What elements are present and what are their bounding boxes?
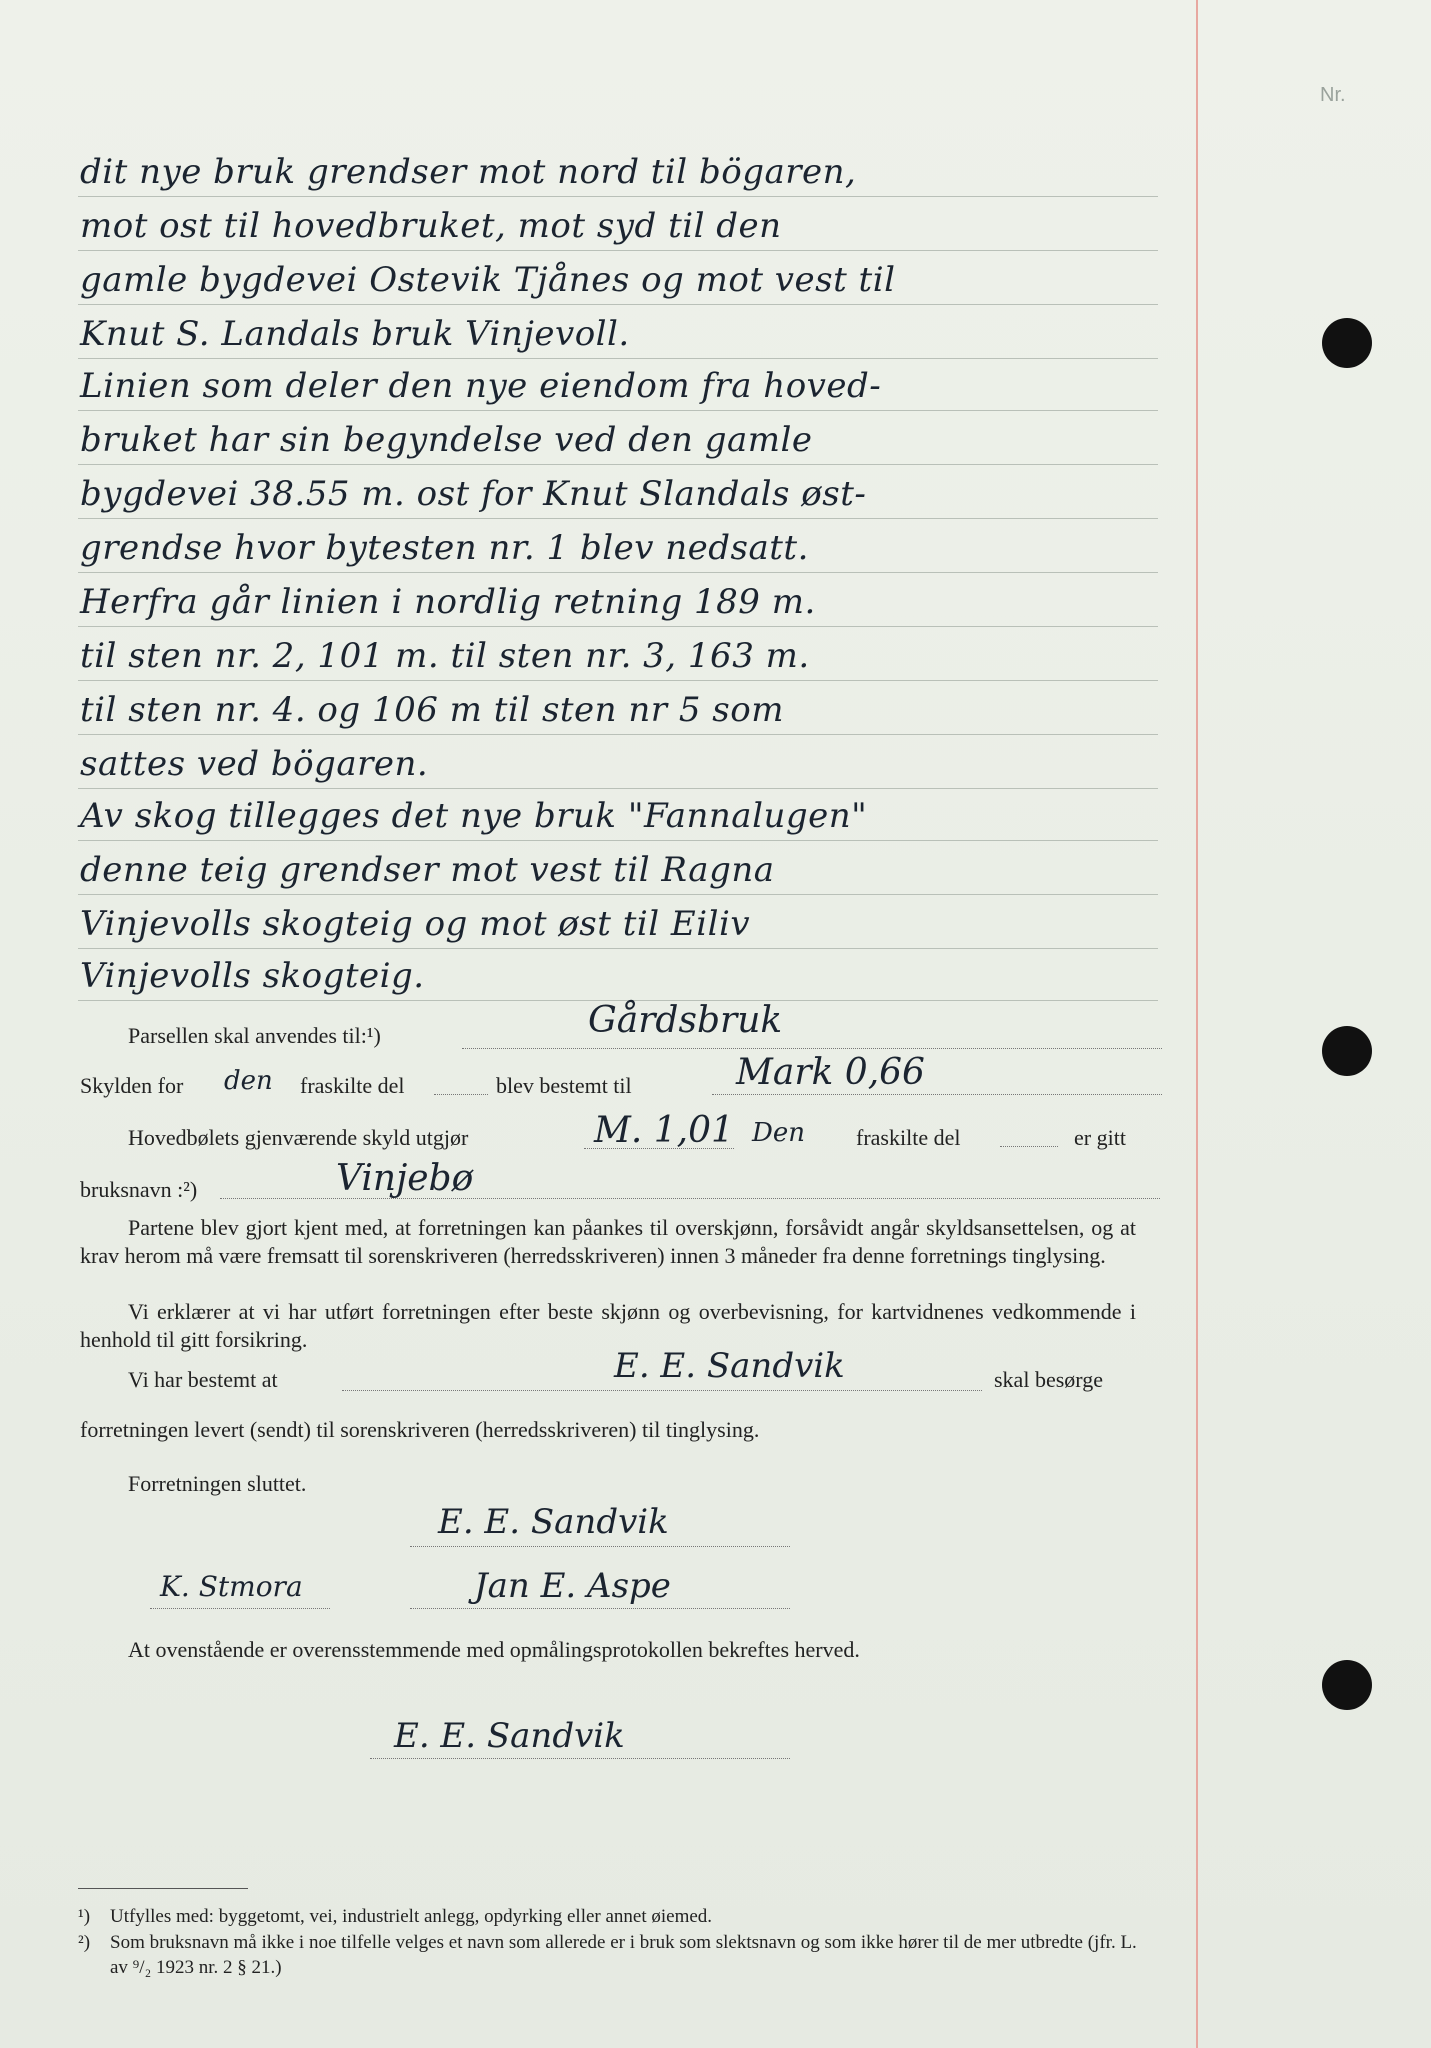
remaining-value: M. 1,01 <box>594 1110 734 1151</box>
signature-3-line <box>410 1608 790 1609</box>
handwritten-line: Av skog tillegges det nye bruk "Fannalugen" <box>80 796 868 836</box>
skyld-den: den <box>224 1066 273 1096</box>
bruksnavn-dotline <box>220 1198 1160 1199</box>
handwritten-line: til sten nr. 4. og 106 m til sten nr 5 som <box>80 690 784 730</box>
ruled-line <box>78 358 1158 359</box>
skyld-value: Mark 0,66 <box>736 1052 925 1093</box>
use-dotline <box>462 1048 1162 1049</box>
ruled-line <box>78 196 1158 197</box>
handwritten-line: grendse hvor bytesten nr. 1 blev nedsatt. <box>80 528 809 568</box>
handwritten-line: mot ost til hovedbruket, mot syd til den <box>80 206 782 246</box>
page-number-mark: Nr. <box>1320 84 1346 106</box>
ruled-line <box>78 304 1158 305</box>
ruled-line <box>78 464 1158 465</box>
ruled-line <box>78 788 1158 789</box>
handwritten-line: Herfra går linien i nordlig retning 189 m. <box>80 582 816 622</box>
declaration-paragraph <box>80 1298 1136 1354</box>
use-label: Parsellen skal anvendes til:¹) <box>128 1023 381 1048</box>
ruled-line <box>78 734 1158 735</box>
footnote-1-marker: ¹) <box>78 1906 91 1927</box>
den2: Den <box>752 1118 805 1148</box>
handwritten-line: Knut S. Landals bruk Vinjevoll. <box>80 314 630 354</box>
punch-hole-middle <box>1322 1026 1372 1076</box>
fraskilte2: fraskilte del <box>856 1125 961 1150</box>
confirm-text: At ovenstående er overensstemmende med opmålingsprotokollen bekreftes herved. <box>128 1637 860 1662</box>
er-gitt: er gitt <box>1074 1125 1126 1150</box>
handwritten-line: bruket har sin begyndelse ved den gamle <box>80 420 813 460</box>
ruled-line <box>78 250 1158 251</box>
handwritten-line: dit nye bruk grendser mot nord til bögaren, <box>80 152 857 192</box>
handwritten-line: bygdevei 38.55 m. ost for Knut Slandals øst- <box>80 474 867 514</box>
appeal-paragraph <box>80 1214 1136 1270</box>
skyld-label-a: Skylden for <box>80 1073 184 1098</box>
skyld-label-c: blev bestemt til <box>496 1073 632 1098</box>
ruled-line <box>78 518 1158 519</box>
handwritten-line: Vinjevolls skogteig. <box>80 956 425 996</box>
footnote-rule <box>78 1888 248 1889</box>
remaining-label: Hovedbølets gjenværende skyld utgjør <box>128 1125 469 1150</box>
ruled-line <box>78 680 1158 681</box>
declaration-text: Vi erklærer at vi har utført forretningen efter beste skjønn og overbevisning, for kartvidnenes vedkommende i henhold til gitt forsikring. <box>80 1299 1136 1352</box>
fraskilte2-dotline <box>1000 1146 1058 1147</box>
handwritten-line: Linien som deler den nye eiendom fra hoved- <box>80 366 882 406</box>
use-value: Gårdsbruk <box>588 1000 783 1041</box>
skyld-label-b: fraskilte del <box>300 1073 405 1098</box>
footnote-2 <box>78 1930 1140 1980</box>
bestemt-signature: E. E. Sandvik <box>614 1346 845 1386</box>
bruksnavn-value: Vinjebø <box>336 1158 474 1199</box>
footnote-2-text: Som bruksnavn må ikke i noe tilfelle velges et navn som allerede er i bruk som slektsnavn og som ikke hører til de mer utbredte (jfr. L. av ⁹/₂ 1923 nr. 2 § 21.) <box>110 1932 1137 1978</box>
appeal-text: Partene blev gjort kjent med, at forretningen kan påankes til overskjønn, forsåvidt angår skyldsansettelsen, og at krav herom må være fremsatt til sorenskriveren (herredsskriveren) innen 3 måneder fra denne forretnings tinglysing. <box>80 1215 1136 1268</box>
footnote-1-text: Utfylles med: byggetomt, vei, industrielt anlegg, opdyrking eller annet øiemed. <box>110 1906 713 1927</box>
ruled-line <box>78 626 1158 627</box>
signature-2: K. Stmora <box>160 1570 303 1603</box>
footnote-1 <box>78 1904 1140 1929</box>
handwritten-line: sattes ved bögaren. <box>80 744 429 784</box>
handwritten-line: denne teig grendser mot vest til Ragna <box>80 850 775 890</box>
skyld-dotline-a <box>434 1094 488 1095</box>
signature-1: E. E. Sandvik <box>438 1502 669 1542</box>
bestemt-dotline <box>342 1390 982 1391</box>
bestemt-continuation: forretningen levert (sendt) til sorenskriveren (herredsskriveren) til tinglysing. <box>80 1417 760 1442</box>
punch-hole-bottom <box>1322 1660 1372 1710</box>
bestemt-label: Vi har bestemt at <box>128 1367 278 1392</box>
bestemt-tail: skal besørge <box>994 1367 1103 1392</box>
signature-1-line <box>410 1546 790 1547</box>
ruled-line <box>78 840 1158 841</box>
handwritten-line: Vinjevolls skogteig og mot øst til Eiliv <box>80 904 751 944</box>
skyld-dotline-b <box>712 1094 1162 1095</box>
ruled-line <box>78 572 1158 573</box>
footnote-2-marker: ²) <box>78 1932 91 1953</box>
signature-2-line <box>150 1608 330 1609</box>
handwritten-line: til sten nr. 2, 101 m. til sten nr. 3, 163 m. <box>80 636 810 676</box>
red-margin-line <box>1196 0 1198 2048</box>
remaining-dotline <box>584 1148 734 1149</box>
sluttet-text: Forretningen sluttet. <box>128 1471 307 1496</box>
ruled-line <box>78 894 1158 895</box>
handwritten-line: gamle bygdevei Ostevik Tjånes og mot vest til <box>80 260 896 300</box>
signature-3: Jan E. Aspe <box>474 1566 671 1606</box>
ruled-line <box>78 948 1158 949</box>
ruled-line <box>78 410 1158 411</box>
signature-4-line <box>370 1758 790 1759</box>
signature-4: E. E. Sandvik <box>394 1716 625 1756</box>
punch-hole-top <box>1322 318 1372 368</box>
bruksnavn-label: bruksnavn :²) <box>80 1177 198 1202</box>
